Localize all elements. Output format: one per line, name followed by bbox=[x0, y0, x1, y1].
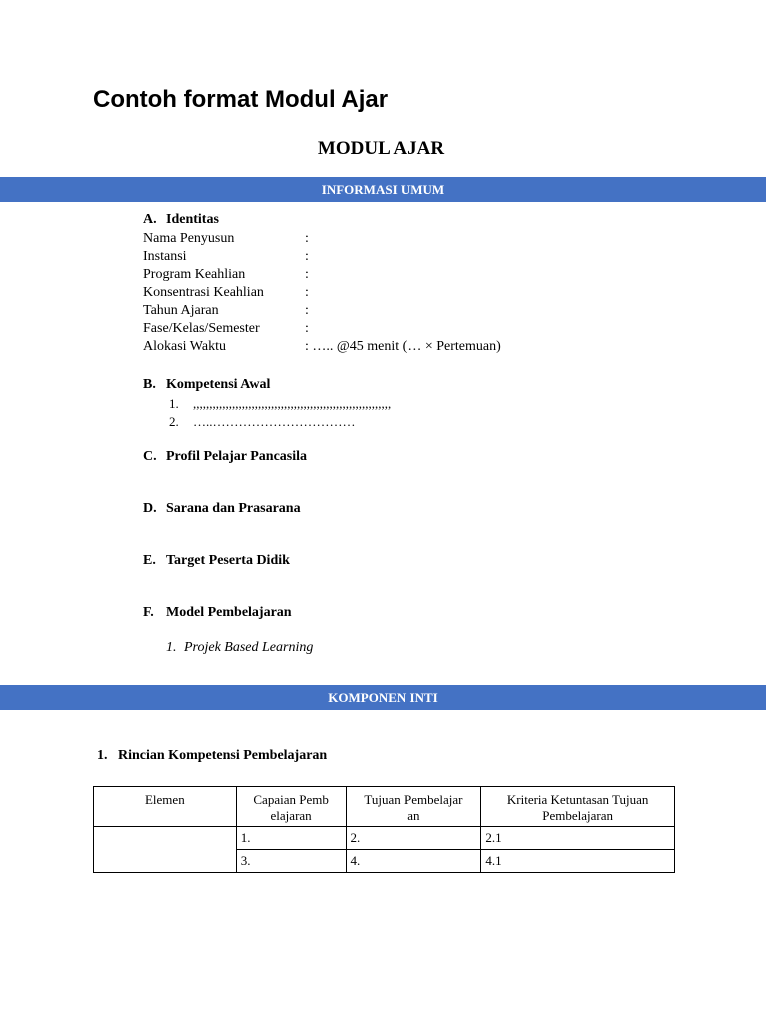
list-number: 2. bbox=[169, 414, 179, 429]
document-title: MODUL AJAR bbox=[317, 138, 445, 159]
section-letter: C. bbox=[143, 449, 157, 464]
list-item bbox=[169, 414, 356, 430]
field-label: Alokasi Waktu bbox=[143, 339, 226, 354]
field-value: : ….. @45 menit (… × Pertemuan) bbox=[305, 339, 501, 354]
field-fase-kelas-semester bbox=[143, 320, 501, 338]
field-alokasi-waktu bbox=[143, 338, 501, 356]
field-konsentrasi-keahlian bbox=[143, 284, 501, 302]
table-cell: 2.1 bbox=[481, 827, 675, 850]
section-letter: E. bbox=[143, 553, 156, 568]
field-value: : bbox=[305, 285, 309, 300]
section-heading: Profil Pelajar Pancasila bbox=[166, 449, 308, 464]
list-number: 1. bbox=[169, 396, 179, 411]
field-value: : bbox=[305, 249, 309, 264]
identitas-fields bbox=[143, 230, 501, 356]
section-letter: F. bbox=[143, 605, 154, 620]
banner-informasi-umum: INFORMASI UMUM bbox=[0, 177, 766, 202]
list-number: 1. bbox=[166, 640, 177, 655]
field-label: Fase/Kelas/Semester bbox=[143, 321, 260, 336]
rincian-heading: 1. Rincian Kompetensi Pembelajaran bbox=[97, 748, 328, 763]
table-cell: 4.1 bbox=[481, 850, 675, 873]
header-line: an bbox=[407, 808, 420, 823]
section-letter: D. bbox=[143, 501, 157, 516]
table-cell-elemen bbox=[94, 827, 237, 873]
section-kompetensi-awal bbox=[143, 377, 270, 393]
list-item bbox=[169, 396, 391, 412]
list-text: Projek Based Learning bbox=[184, 640, 314, 655]
column-header-capaian bbox=[236, 787, 346, 827]
column-header-kriteria bbox=[481, 787, 675, 827]
field-label: Program Keahlian bbox=[143, 267, 246, 282]
field-label: Nama Penyusun bbox=[143, 231, 235, 246]
section-heading: Identitas bbox=[166, 212, 219, 227]
section-model-pembelajaran bbox=[143, 605, 292, 621]
section-profil-pelajar bbox=[143, 449, 307, 465]
section-letter: B. bbox=[143, 377, 156, 392]
page-heading: Contoh format Modul Ajar bbox=[93, 86, 389, 113]
field-value: : bbox=[305, 231, 309, 246]
banner-komponen-inti: KOMPONEN INTI bbox=[0, 685, 766, 710]
section-heading: Target Peserta Didik bbox=[166, 553, 290, 568]
field-label: Konsentrasi Keahlian bbox=[143, 285, 264, 300]
section-target-peserta bbox=[143, 553, 290, 569]
section-heading: Model Pembelajaran bbox=[166, 605, 292, 620]
table-cell: 4. bbox=[346, 850, 481, 873]
section-identitas bbox=[143, 212, 219, 228]
field-program-keahlian bbox=[143, 266, 501, 284]
field-nama-penyusun bbox=[143, 230, 501, 248]
header-line: Kriteria Ketuntasan Tujuan bbox=[506, 792, 649, 807]
field-instansi bbox=[143, 248, 501, 266]
list-item bbox=[166, 640, 313, 656]
table-row bbox=[94, 827, 675, 850]
header-line: Pembelajaran bbox=[542, 808, 614, 823]
section-heading: Kompetensi Awal bbox=[166, 377, 271, 392]
section-letter: A. bbox=[143, 212, 157, 227]
section-heading: Sarana dan Prasarana bbox=[166, 501, 301, 516]
field-value: : bbox=[305, 303, 309, 318]
kompetensi-table bbox=[93, 786, 675, 873]
table-cell: 3. bbox=[236, 850, 346, 873]
section-sarana-prasarana bbox=[143, 501, 301, 517]
field-value: : bbox=[305, 321, 309, 336]
header-line: Elemen bbox=[144, 792, 185, 807]
table-header-row bbox=[94, 787, 675, 827]
field-value: : bbox=[305, 267, 309, 282]
list-text: …..…………………………… bbox=[193, 414, 356, 429]
field-label: Tahun Ajaran bbox=[143, 303, 219, 318]
header-line: elajaran bbox=[270, 808, 312, 823]
column-header-tujuan bbox=[346, 787, 481, 827]
field-label: Instansi bbox=[143, 249, 187, 264]
field-tahun-ajaran bbox=[143, 302, 501, 320]
list-text: ,,,,,,,,,,,,,,,,,,,,,,,,,,,,,,,,,,,,,,,,,,,,,,,,,,,,,,,,,,,,, bbox=[193, 396, 392, 411]
header-line: Capaian Pemb bbox=[253, 792, 329, 807]
table-cell: 1. bbox=[236, 827, 346, 850]
table-cell: 2. bbox=[346, 827, 481, 850]
header-line: Tujuan Pembelajar bbox=[364, 792, 463, 807]
column-header-elemen bbox=[94, 787, 237, 827]
